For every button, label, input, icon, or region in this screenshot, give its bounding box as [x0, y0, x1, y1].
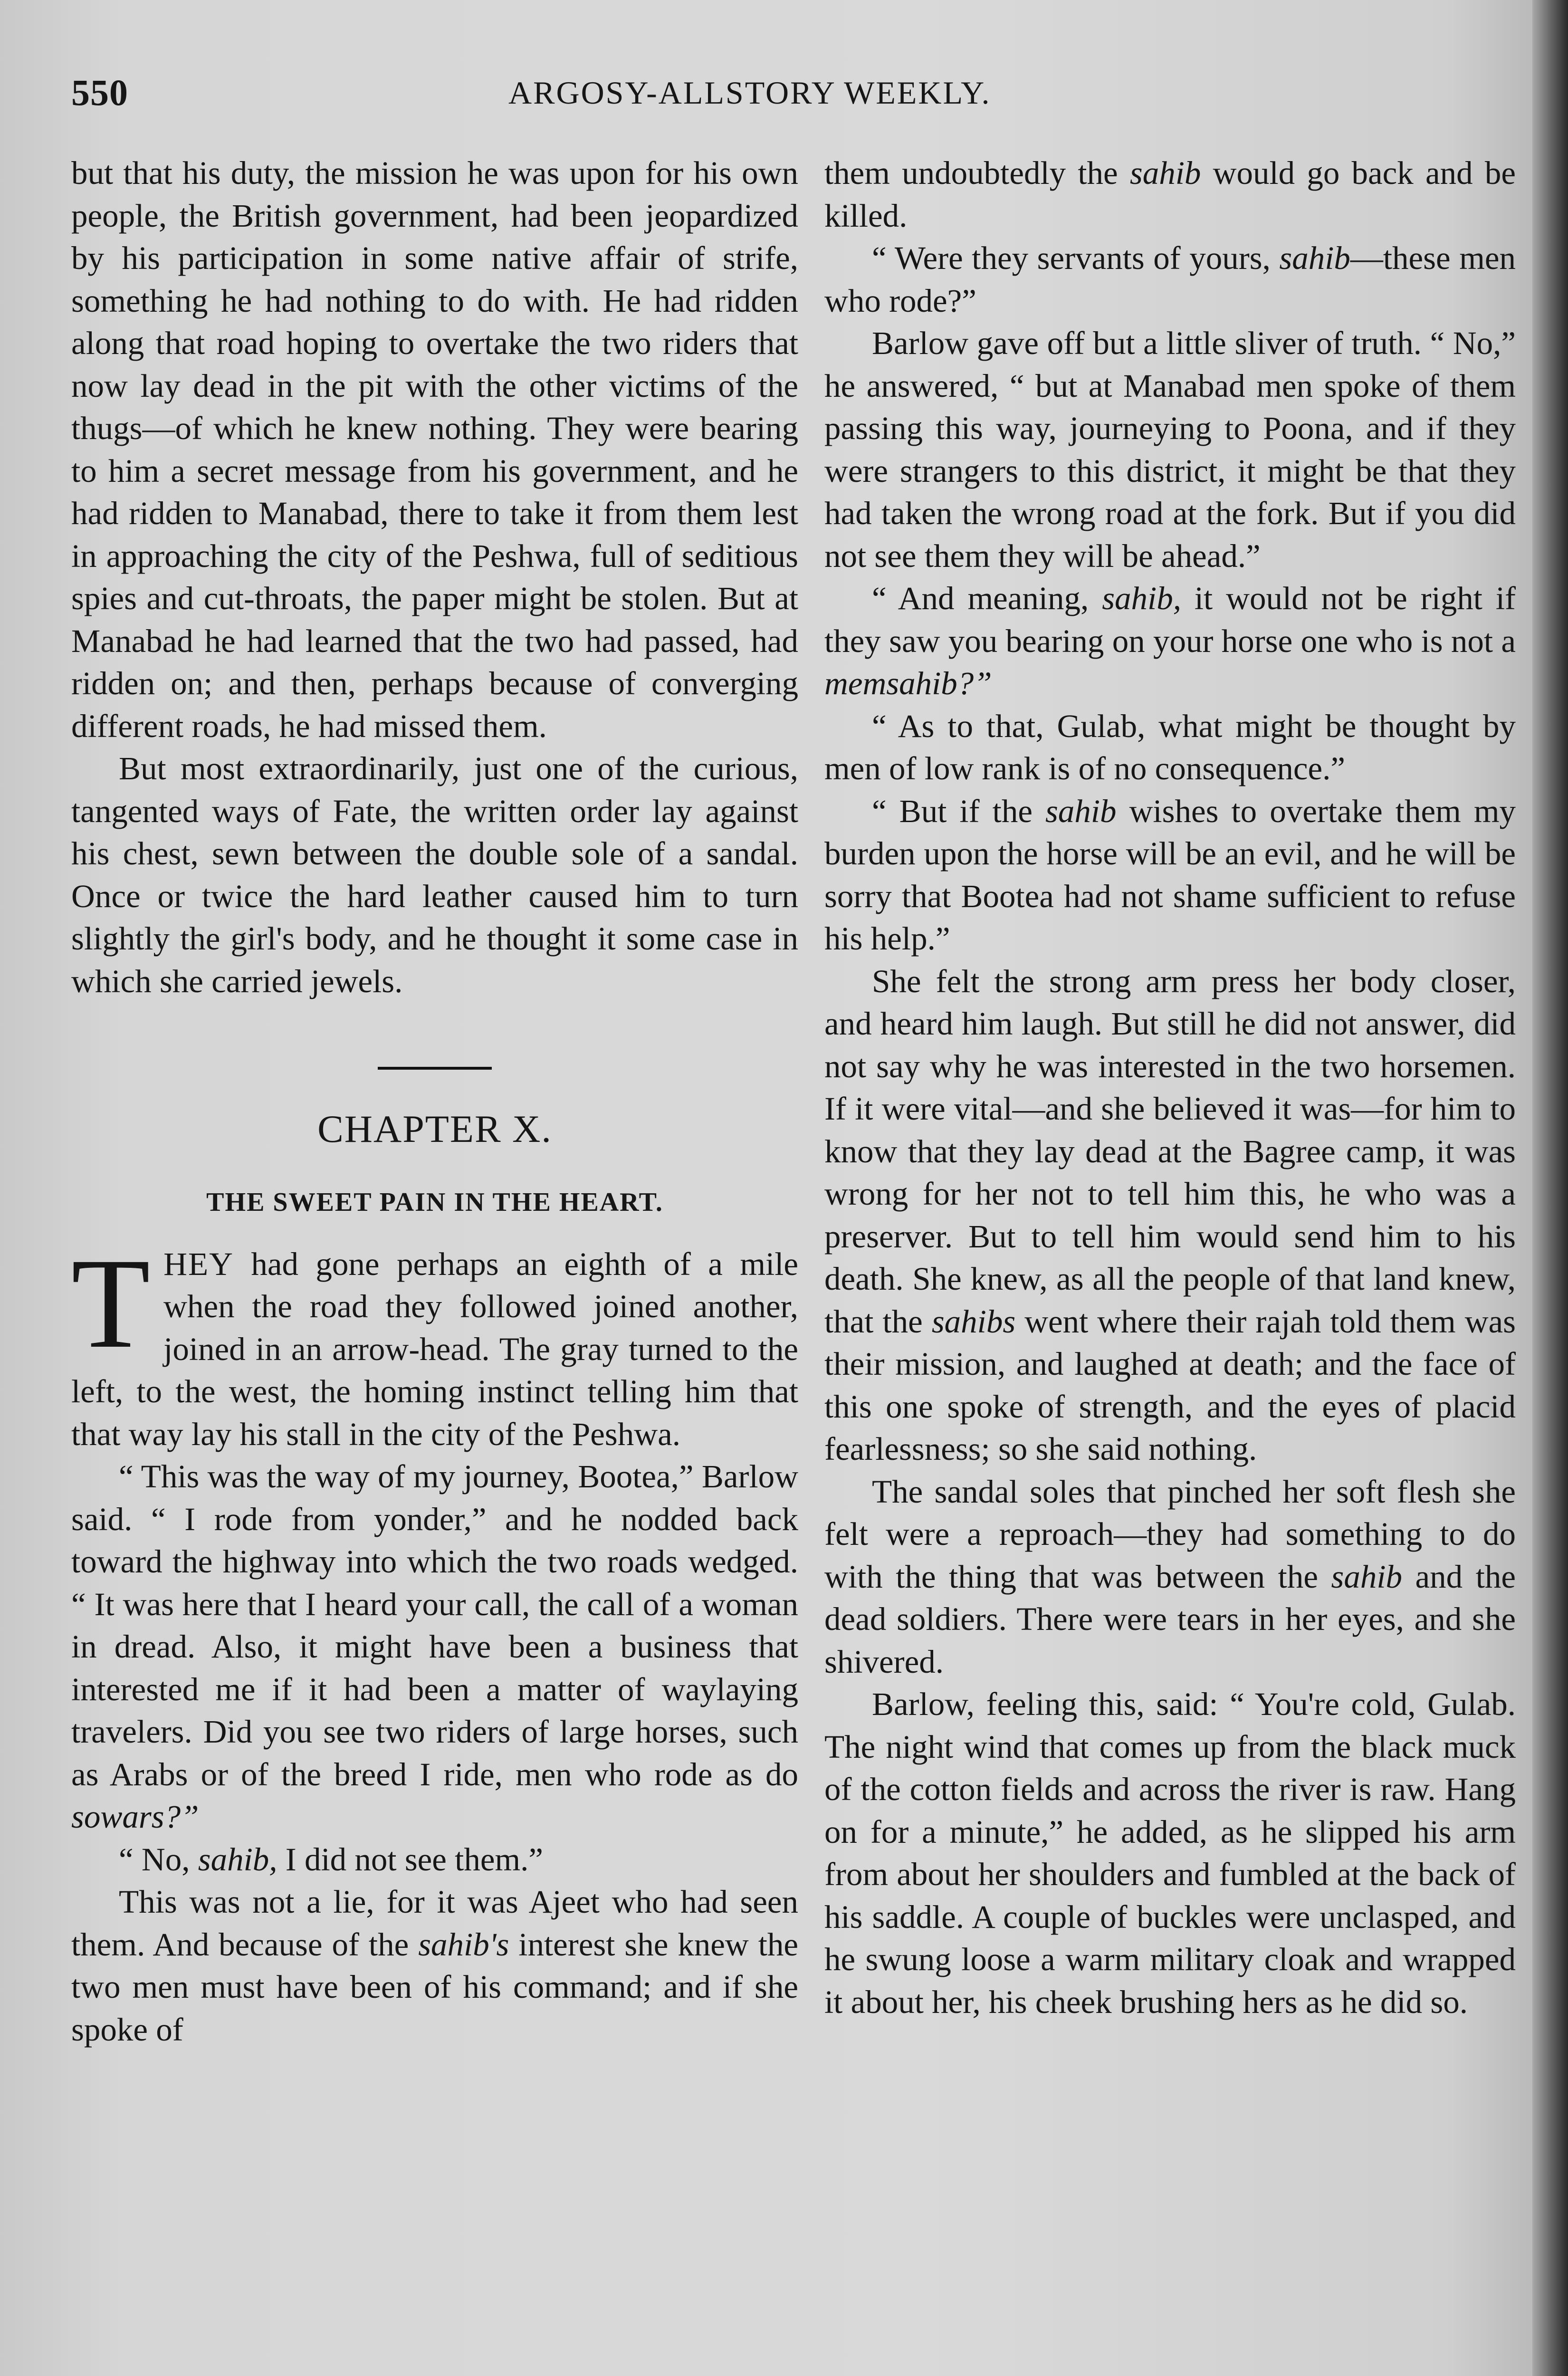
paragraph [824, 1471, 1516, 1684]
paragraph-text: The sandal soles that pinched her soft flesh she felt were a reproach—they had something to do with the thing that was between the [824, 1473, 1516, 1595]
running-head: ARGOSY-ALLSTORY WEEKLY. [508, 75, 991, 111]
paragraph-text: went where their rajah told them was their mission, and laughed at death; and the face of this one spoke of strength, and the eyes of placid fearlessness; so she said nothing. [824, 1303, 1516, 1467]
paragraph [71, 1456, 798, 1839]
italic-word: sahib [1331, 1558, 1403, 1595]
italic-word: sahib, [1102, 580, 1181, 616]
italic-word: sahib's [418, 1926, 509, 1963]
paragraph-text: and the dead soldiers. There were tears in her eyes, and she shivered. [824, 1558, 1516, 1680]
book-spine-shadow [1532, 0, 1568, 2376]
paragraph-text: “ This was the way of my journey, Bootea,” Barlow said. “ I rode from yonder,” and he nodded back toward the highway into which the two roads wedged. “ It was here that I heard your call, the call of a woman in dread. Also, it might have been a business that interested me if it had been a matter of waylaying travelers. Did you see two riders of large horses, such as Arabs or of the breed I ride, men who rode as do [71, 1458, 798, 1792]
paragraph [824, 577, 1516, 705]
paragraph [824, 790, 1516, 960]
paragraph-text: “ Were they servants of yours, [872, 240, 1280, 276]
paragraph-text: She felt the strong arm press her body closer, and heard him laugh. But still he did not answer, did not say why he was interested in the two horsemen. If it were vital—and she believed it was—for him to know that they lay dead at the Bagree camp, it was wrong for her not to tell him this, he who was a preserver. But to tell him would send him to his death. She knew, as all the people of that land knew, that the [824, 963, 1516, 1340]
paragraph [71, 1881, 798, 2051]
paragraph-text: them undoubtedly the [824, 155, 1130, 191]
italic-word: sahibs [931, 1303, 1016, 1340]
right-column [824, 152, 1516, 2023]
paragraph-text: “ And meaning, [872, 580, 1102, 616]
chapter-subtitle: THE SWEET PAIN IN THE HEART. [206, 1188, 663, 1217]
paragraph [71, 1839, 798, 1881]
paragraph: But most extraordinarily, just one of the curious, tangented ways of Fate, the written order lay against his chest, sewn between the double sole of a sandal. Once or twice the hard leather caused him to turn slightly the girl's body, and he thought it some case in which she carried jewels. [71, 750, 798, 999]
paragraph-text: wishes to overtake them my burden upon the horse will be an evil, and he will be sorry that Bootea had not shame sufficient to refuse his help.” [824, 793, 1516, 957]
paragraph [824, 960, 1516, 1471]
italic-word: sahib, [198, 1841, 277, 1878]
page-header [71, 71, 1506, 124]
paragraph: Barlow gave off but a little sliver of truth. “ No,” he answered, “ but at Manabad men spoke of them passing this way, journeying to Poona, and if they were strangers to this district, it might be that they had taken the wrong road at the fork. But if you did not see them they will be ahead.” [824, 325, 1516, 574]
paragraph-text: This was not a lie, for it was Ajeet who had seen them. And because of the [71, 1884, 798, 1963]
paragraph-text: it would not be right if they saw you bearing on your horse one who is not a [824, 580, 1516, 659]
paragraph-text: interest she knew the two men must have been of his command; and if she spoke of [71, 1926, 798, 2048]
paragraph-text: had gone perhaps an eighth of a mile when the road they followed joined another, joined in an arrow-head. The gray turned to the left, to the west, the homing instinct telling him that that way lay his stall in the city of the Peshwa. [71, 1245, 798, 1452]
left-column [71, 152, 798, 2051]
italic-word: memsahib?” [824, 665, 992, 701]
paragraph-text: I did not see them.” [277, 1841, 544, 1878]
italic-word: sowars?” [71, 1799, 199, 1835]
italic-word: sahib [1279, 240, 1350, 276]
paragraph [824, 237, 1516, 322]
page-number: 550 [71, 72, 128, 113]
paragraph: Barlow, feeling this, said: “ You're cold, Gulab. The night wind that comes up from the black muck of the cotton fields and across the river is raw. Hang on for a minute,” he added, as he slipped his arm from about her shoulders and fumbled at the back of his saddle. A couple of buckles were unclasped, and he swung loose a warm military cloak and wrapped it about her, his cheek brushing hers as he did so. [824, 1686, 1516, 2020]
paragraph-text: would go back and be killed. [824, 155, 1516, 234]
drop-cap: T [71, 1231, 151, 1375]
small-caps-word: HEY [163, 1245, 234, 1282]
paragraph-text: “ But if the [872, 793, 1045, 829]
paragraph: “ As to that, Gulab, what might be thought by men of low rank is of no consequence.” [824, 708, 1516, 786]
paragraph: but that his duty, the mission he was upon for his own people, the British government, had been jeopardized by his participation in some native affair of strife, something he had nothing to do with. He had ridden along that road hoping to overtake the two riders that now lay dead in the pit with the other victims of the thugs—of which he knew nothing. They were bearing to him a secret message from his government, and he had ridden to Manabad, there to take it from them lest in approaching the city of the Peshwa, full of seditious spies and cut-throats, the paper might be stolen. But at Manabad he had learned that the two had passed, had ridden on; and then, perhaps because of converging different roads, he had missed them. [71, 155, 798, 744]
section-divider [378, 1067, 492, 1070]
paragraph-text: —these men who rode?” [824, 240, 1516, 319]
paragraph [71, 1231, 798, 1456]
paragraph [824, 152, 1516, 237]
paragraph-text: “ No, [119, 1841, 198, 1878]
italic-word: sahib [1045, 793, 1117, 829]
chapter-title: CHAPTER X. [317, 1107, 552, 1150]
italic-word: sahib [1129, 155, 1201, 191]
